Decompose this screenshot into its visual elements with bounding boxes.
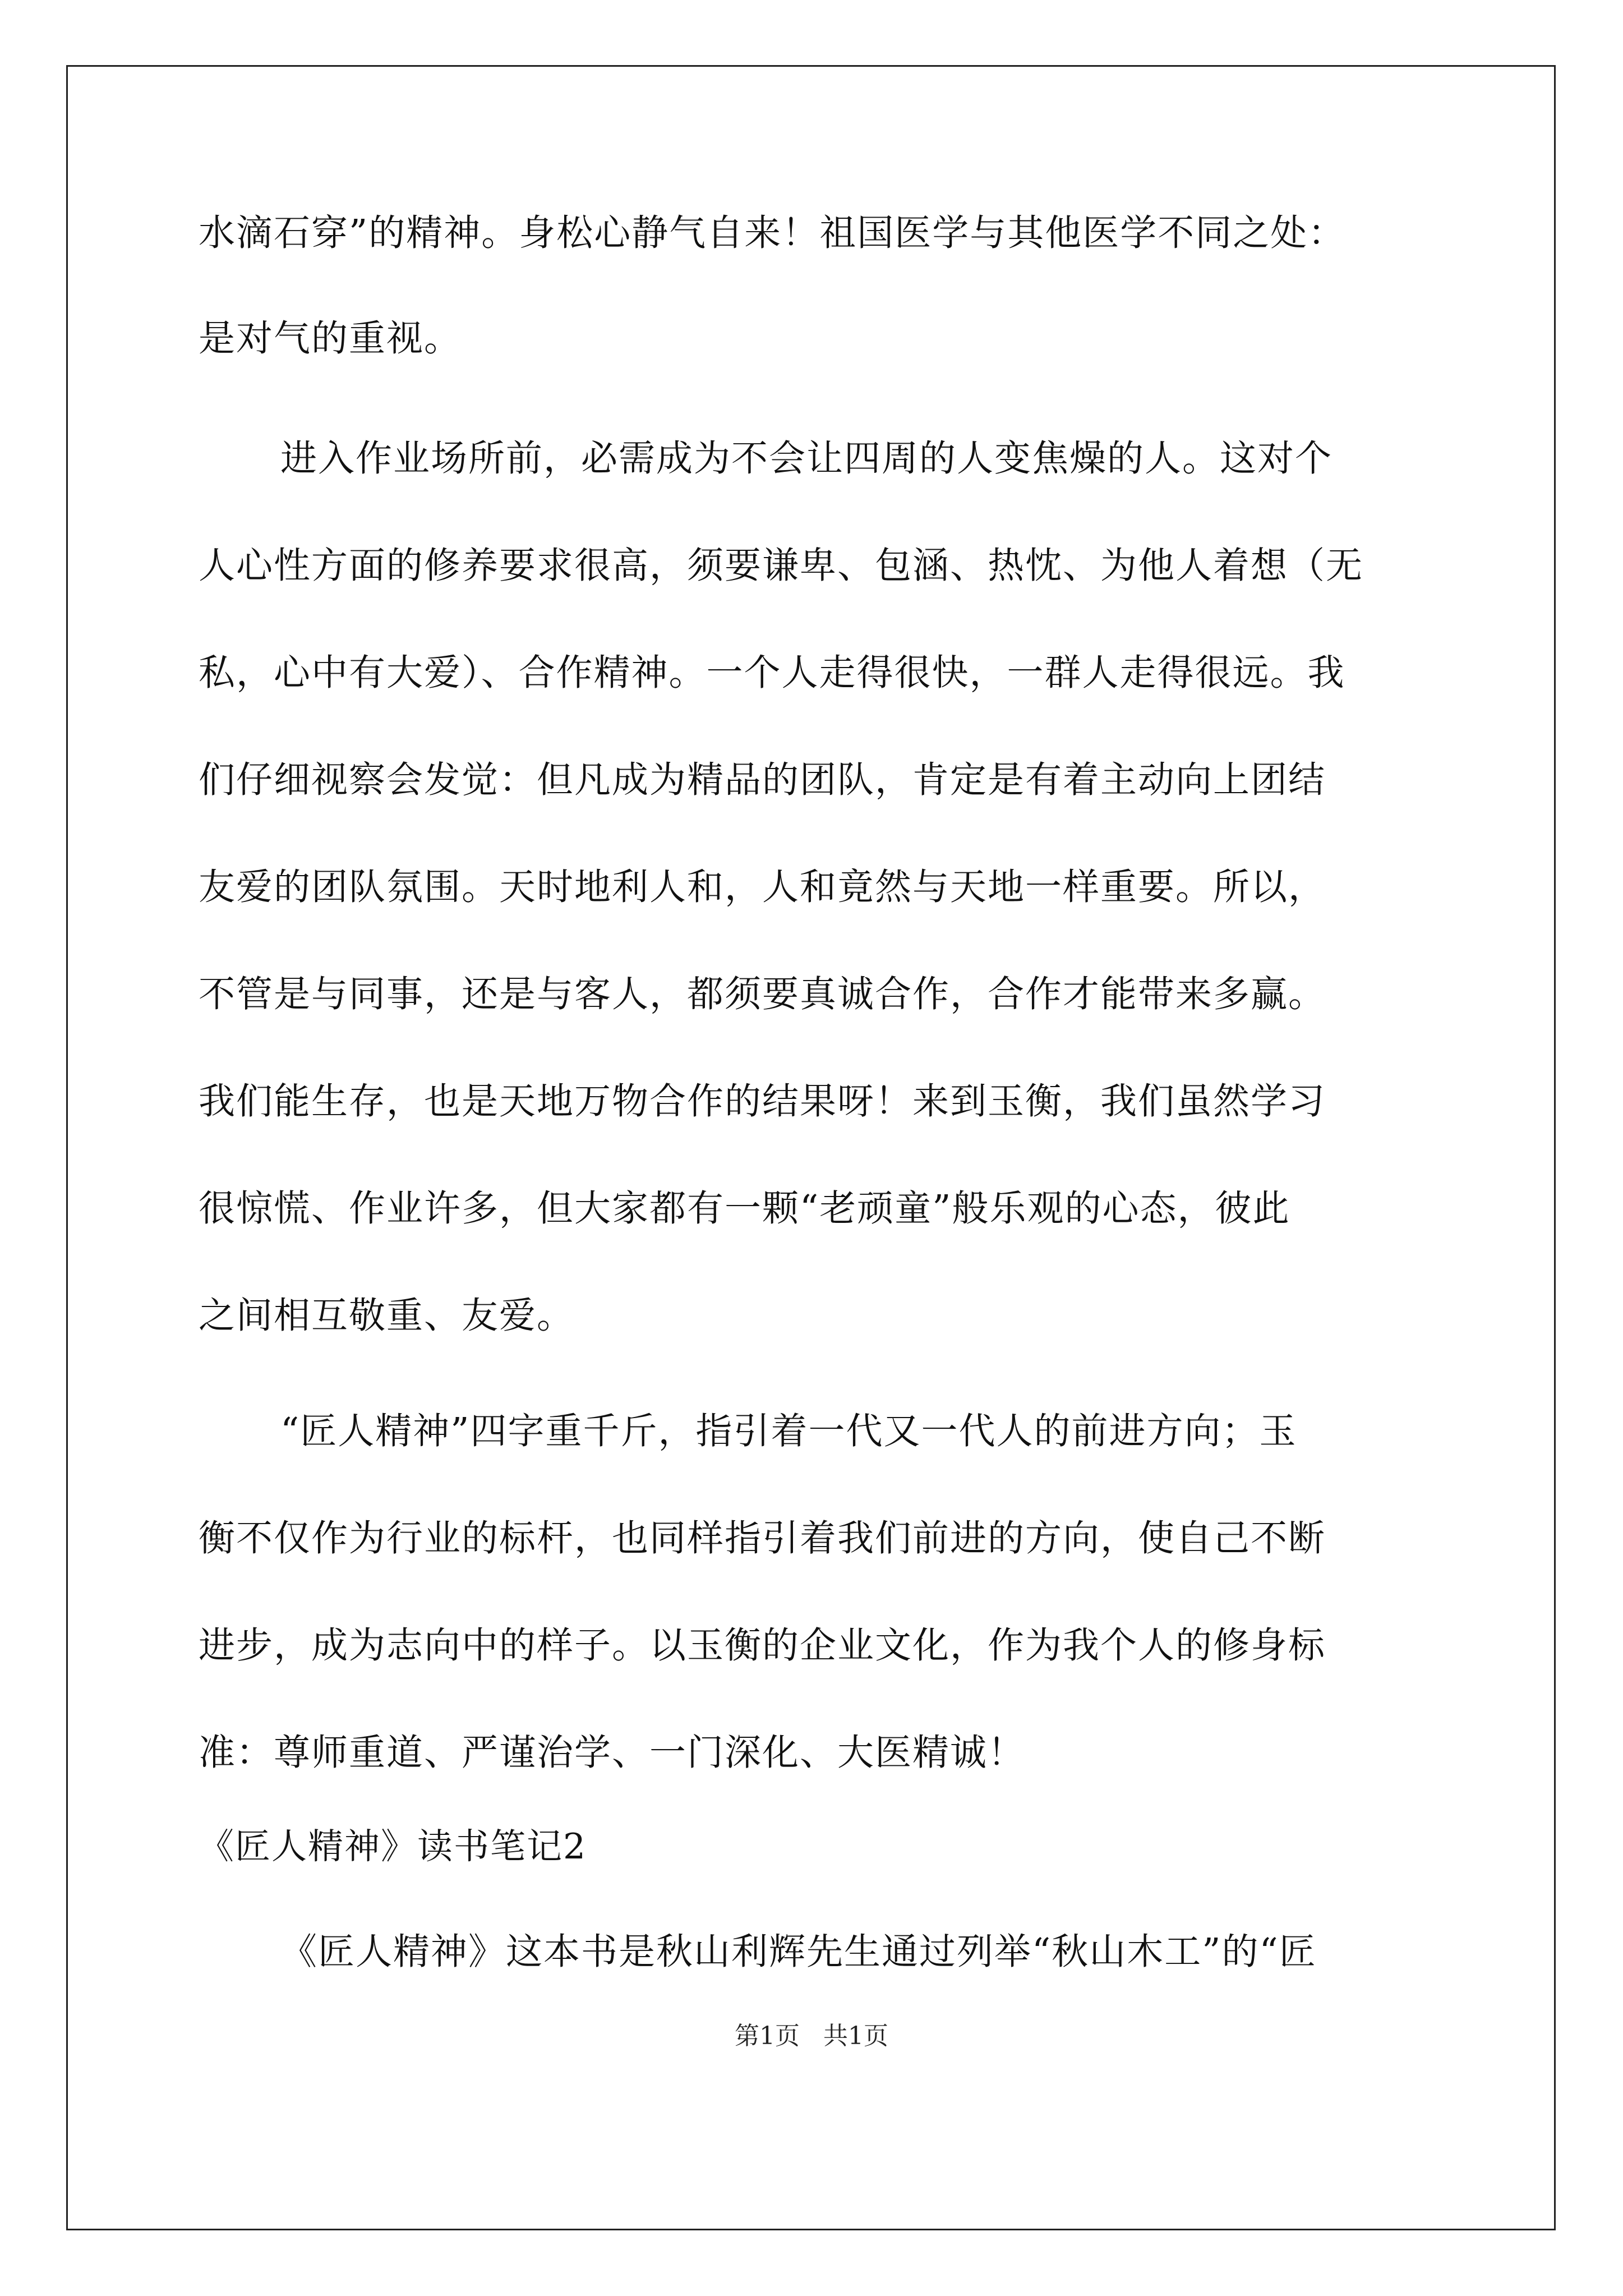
page-total: 共1页 — [823, 2022, 888, 2050]
text-line-11: 之间相互敬重、友爱。 — [199, 1295, 575, 1337]
section-heading: 《匠人精神》读书笔记2 — [199, 1826, 587, 1867]
text-line-14: 进步，成为志向中的样子。以玉衡的企业文化，作为我个人的修身标 — [199, 1625, 1326, 1667]
text-line-4: 人心性方面的修养要求很高，须要谦卑、包涵、热忱、为他人着想（无 — [199, 545, 1364, 587]
page-footer — [0, 2019, 1623, 2053]
paragraph-start-line: “匠人精神”四字重千斤，指引着一代又一代人的前进方向；玉 — [280, 1410, 1297, 1452]
page-border — [66, 65, 1556, 2230]
text-line-10: 很惊慌、作业许多，但大家都有一颗“老顽童”般乐观的心态，彼此 — [199, 1188, 1290, 1230]
text-line-2: 是对气的重视。 — [199, 318, 462, 360]
page-number: 第1页 — [735, 2022, 800, 2050]
text-line-15: 准：尊师重道、严谨治学、一门深化、大医精诚！ — [199, 1732, 1026, 1774]
text-line-5: 私，心中有大爱）、合作精神。一个人走得很快，一群人走得很远。我 — [199, 652, 1345, 694]
text-line-7: 友爱的团队氛围。天时地利人和，人和竟然与天地一样重要。所以， — [199, 866, 1326, 908]
paragraph-start-line: 《匠人精神》这本书是秋山利辉先生通过列举“秋山木工”的“匠 — [280, 1931, 1317, 1973]
text-line-9: 我们能生存，也是天地万物合作的结果呀！来到玉衡，我们虽然学习 — [199, 1080, 1326, 1122]
text-line-6: 们仔细视察会发觉：但凡成为精品的团队，肯定是有着主动向上团结 — [199, 759, 1326, 801]
text-line-13: 衡不仅作为行业的标杆，也同样指引着我们前进的方向，使自己不断 — [199, 1517, 1326, 1559]
paragraph-start-line: 进入作业场所前，必需成为不会让四周的人变焦燥的人。这对个 — [280, 438, 1333, 480]
text-line-1: 水滴石穿”的精神。身松心静气自来！祖国医学与其他医学不同之处： — [199, 212, 1346, 254]
text-line-8: 不管是与同事，还是与客人，都须要真诚合作，合作才能带来多赢。 — [199, 973, 1326, 1015]
